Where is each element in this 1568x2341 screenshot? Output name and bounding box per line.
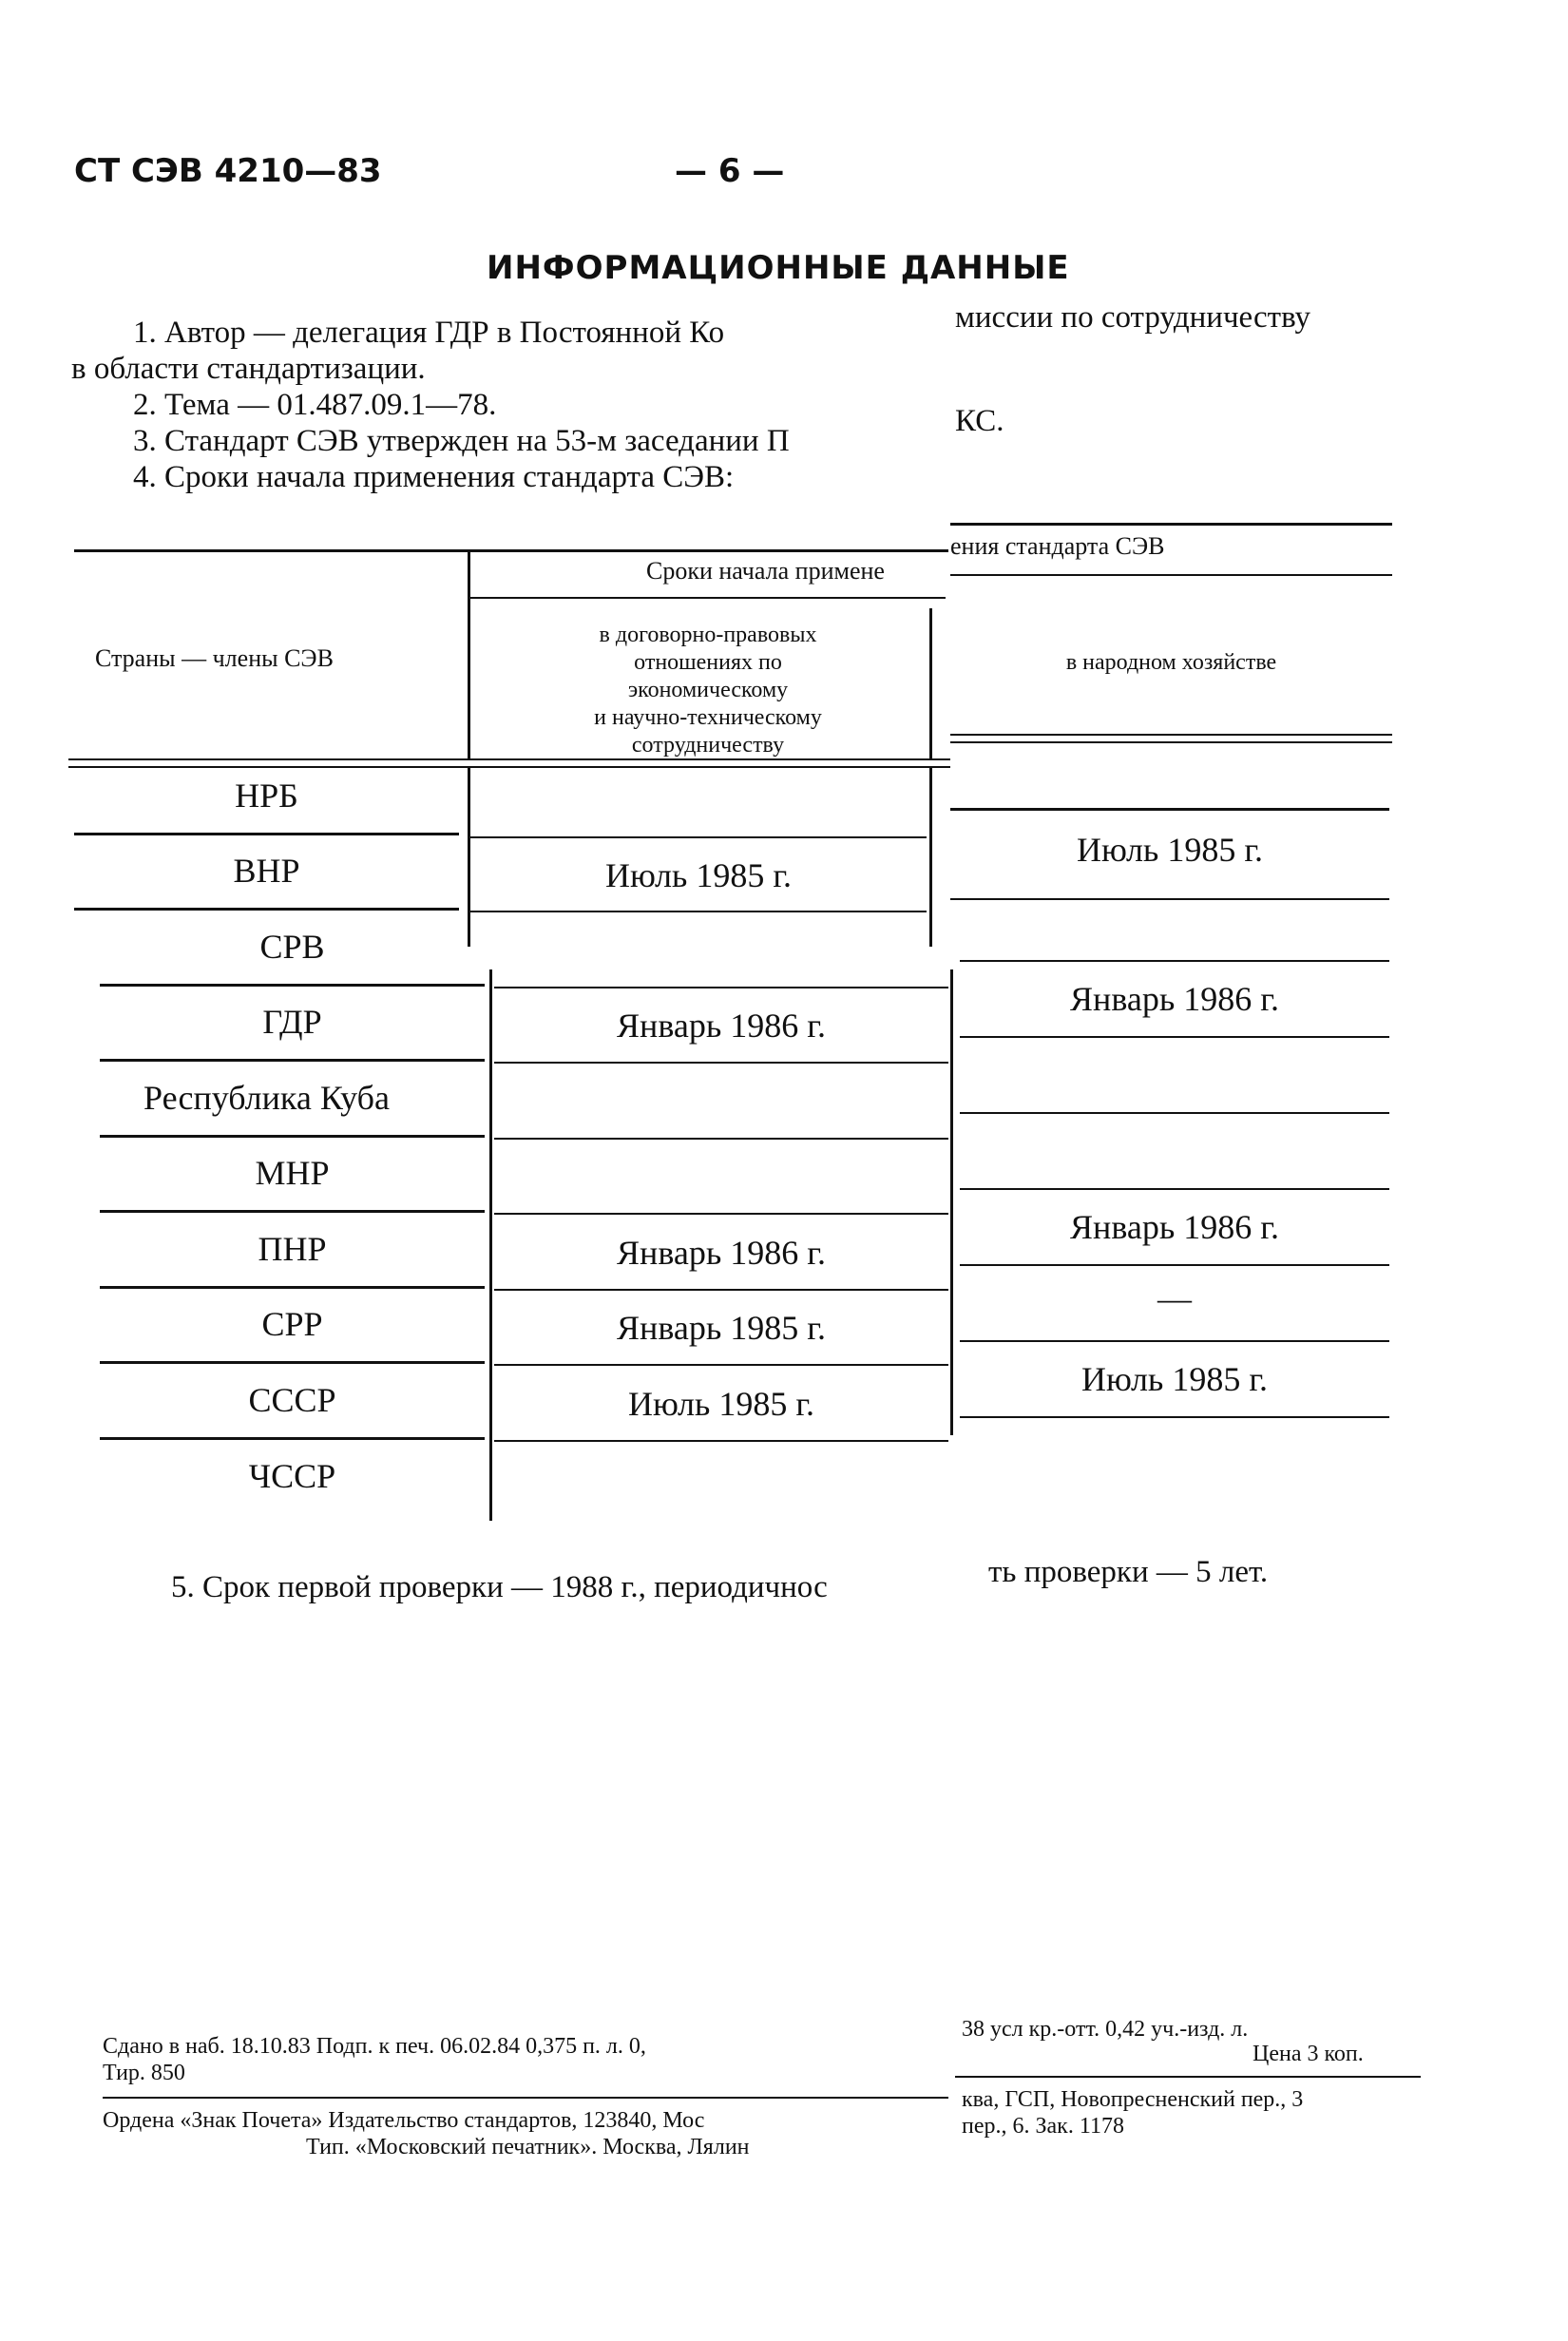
col-header-countries: Страны — члены СЭВ bbox=[95, 644, 334, 672]
item-3-approval-part1: 3. Стандарт СЭВ утвержден на 53-м заседании П bbox=[133, 424, 790, 458]
imprint-line-1-left: Сдано в наб. 18.10.83 Подп. к печ. 06.02.84 0,375 п. л. 0, bbox=[103, 2034, 646, 2059]
item-1-author-part2: миссии по сотрудничеству bbox=[955, 300, 1311, 335]
contract-rule bbox=[494, 1289, 948, 1291]
economy-rule bbox=[960, 960, 1389, 962]
item-1-author-part1: 1. Автор — делегация ГДР в Постоянной Ко bbox=[133, 316, 725, 350]
col-header-contract bbox=[475, 622, 941, 759]
economy-rule bbox=[960, 1340, 1389, 1342]
table-top-border-right bbox=[950, 523, 1392, 526]
imprint-line-3-right: ква, ГСП, Новопресненский пер., 3 bbox=[962, 2087, 1304, 2112]
item-3-approval-part2: КС. bbox=[955, 404, 1004, 438]
item-4-dates-intro: 4. Сроки начала применения стандарта СЭВ: bbox=[133, 460, 735, 494]
col-header-contract-line: экономическому bbox=[627, 678, 789, 702]
country-chssr: ЧССР bbox=[248, 1457, 336, 1495]
economy-rule bbox=[960, 1416, 1389, 1418]
imprint-line-4-left: Тип. «Московский печатник». Москва, Лялин bbox=[306, 2135, 750, 2159]
contract-date-pnr: Январь 1986 г. bbox=[617, 1234, 826, 1272]
country-mnr: МНР bbox=[255, 1154, 330, 1192]
row-rule bbox=[100, 1135, 485, 1138]
row-rule bbox=[74, 908, 459, 911]
header-double-rule-c bbox=[950, 734, 1392, 736]
country-pnr: ПНР bbox=[258, 1230, 327, 1268]
group-header-right: ения стандарта СЭВ bbox=[950, 532, 1165, 560]
item-2-topic: 2. Тема — 01.487.09.1—78. bbox=[133, 388, 497, 422]
economy-date-gdr: Январь 1986 г. bbox=[1070, 980, 1279, 1018]
economy-date-sssr: Июль 1985 г. bbox=[1080, 1360, 1269, 1398]
country-gdr: ГДР bbox=[262, 1003, 322, 1041]
contract-rule bbox=[494, 1138, 948, 1140]
contract-date-srr: Январь 1985 г. bbox=[617, 1309, 826, 1347]
economy-date-nrb-vnr: Июль 1985 г. bbox=[1076, 831, 1264, 869]
contract-rule bbox=[494, 1213, 948, 1215]
contract-date-vnr: Июль 1985 г. bbox=[604, 856, 793, 894]
economy-date-srr: — bbox=[1157, 1279, 1192, 1317]
economy-rule bbox=[960, 1264, 1389, 1266]
body-divider-2-lower bbox=[950, 969, 953, 1435]
imprint-rule-right bbox=[955, 2076, 1421, 2078]
imprint-line-4-right: пер., 6. Зак. 1178 bbox=[962, 2114, 1124, 2139]
row-rule bbox=[100, 1059, 485, 1062]
item-5-review-part2: ть проверки — 5 лет. bbox=[988, 1555, 1269, 1589]
col-header-contract-line: отношениях по bbox=[634, 650, 782, 675]
contract-date-gdr: Январь 1986 г. bbox=[617, 1007, 826, 1045]
header-double-rule-d bbox=[950, 741, 1392, 743]
header-double-rule-a bbox=[68, 758, 950, 760]
country-vnr: ВНР bbox=[233, 852, 300, 890]
col-header-contract-line: в договорно-правовых bbox=[599, 623, 817, 647]
row-rule bbox=[100, 1210, 485, 1213]
imprint-line-3-left: Ордена «Знак Почета» Издательство стандартов, 123840, Мос bbox=[103, 2108, 705, 2133]
group-header-left: Сроки начала примене bbox=[646, 557, 885, 585]
economy-rule bbox=[950, 898, 1389, 900]
page-number: — 6 — bbox=[675, 152, 785, 190]
header-divider-2 bbox=[929, 608, 932, 758]
group-header-rule-left bbox=[470, 597, 946, 599]
contract-rule bbox=[470, 836, 927, 838]
header-divider-1 bbox=[468, 549, 470, 758]
col-header-contract-line: и научно-техническому bbox=[594, 705, 822, 730]
row-rule bbox=[100, 984, 485, 987]
item-1-author-line2: в области стандартизации. bbox=[71, 352, 426, 386]
country-srr: СРР bbox=[261, 1305, 323, 1343]
row-rule bbox=[100, 1361, 485, 1364]
header-double-rule-b bbox=[68, 766, 950, 768]
body-divider-2-upper bbox=[929, 768, 932, 947]
economy-rule bbox=[950, 808, 1389, 811]
contract-rule bbox=[494, 987, 948, 988]
contract-date-sssr: Июль 1985 г. bbox=[627, 1385, 815, 1423]
group-header-rule-right bbox=[950, 574, 1392, 576]
economy-rule bbox=[960, 1036, 1389, 1038]
imprint-line-1-right: 38 усл кр.-отт. 0,42 уч.-изд. л. bbox=[962, 2017, 1249, 2042]
document-code: СТ СЭВ 4210—83 bbox=[74, 152, 382, 190]
section-title: ИНФОРМАЦИОННЫЕ ДАННЫЕ bbox=[487, 249, 1070, 287]
country-cuba: Республика Куба bbox=[143, 1079, 390, 1117]
col-header-economy: в народном хозяйстве bbox=[1065, 650, 1277, 675]
imprint-line-2-right: Цена 3 коп. bbox=[1252, 2042, 1364, 2066]
row-rule bbox=[74, 833, 459, 835]
country-nrb: НРБ bbox=[235, 777, 298, 815]
row-rule bbox=[100, 1286, 485, 1289]
country-sssr: СССР bbox=[248, 1381, 336, 1419]
country-srv: СРВ bbox=[259, 928, 325, 966]
item-5-review-part1: 5. Срок первой проверки — 1988 г., периодичнос bbox=[171, 1570, 828, 1604]
contract-rule bbox=[494, 1062, 948, 1064]
row-rule bbox=[100, 1437, 485, 1440]
contract-rule bbox=[494, 1440, 948, 1442]
imprint-line-2-left: Тир. 850 bbox=[103, 2061, 185, 2085]
contract-rule bbox=[494, 1364, 948, 1366]
economy-rule bbox=[960, 1112, 1389, 1114]
contract-rule bbox=[470, 911, 927, 912]
body-divider-1-lower bbox=[489, 969, 492, 1521]
imprint-rule-left bbox=[103, 2097, 948, 2099]
table-top-border-left bbox=[74, 549, 948, 552]
economy-date-pnr: Январь 1986 г. bbox=[1070, 1208, 1279, 1246]
col-header-contract-line: сотрудничеству bbox=[631, 733, 785, 758]
economy-rule bbox=[960, 1188, 1389, 1190]
